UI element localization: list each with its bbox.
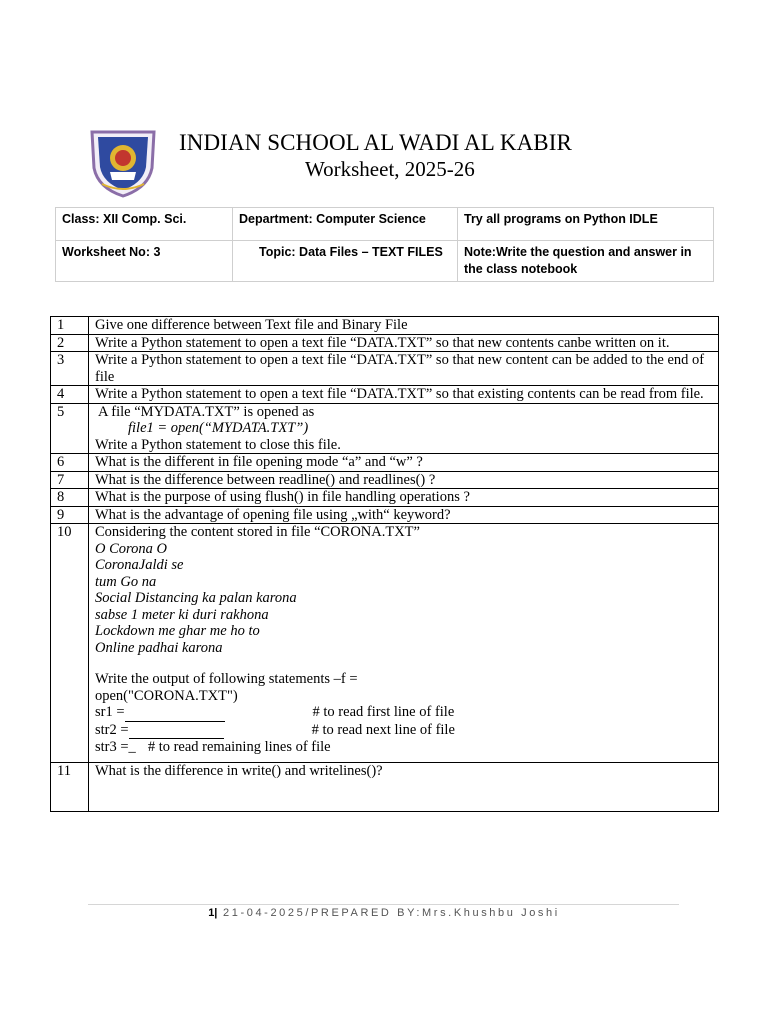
- question-number: 5: [51, 403, 89, 454]
- info-row: [56, 241, 714, 282]
- question-line: Write a Python statement to close this file.: [95, 436, 341, 453]
- question-text: What is the purpose of using flush() in file handling operations ?: [89, 489, 719, 507]
- question-row: [51, 762, 719, 811]
- poem-line: sabse 1 meter ki duri rakhona: [95, 606, 269, 623]
- poem-line: O Corona O: [95, 540, 167, 557]
- statement-line: [95, 722, 712, 740]
- statement-line: [95, 739, 712, 756]
- question-row: [51, 352, 719, 386]
- footer-divider: [88, 904, 679, 905]
- questions-table: [50, 316, 719, 812]
- page-number: 1|: [208, 907, 218, 919]
- poem-line: tum Go na: [95, 573, 157, 590]
- poem-line: Social Distancing ka palan karona: [95, 590, 297, 606]
- code-line: file1 = open(“MYDATA.TXT”): [128, 420, 309, 436]
- info-row: [56, 208, 714, 241]
- question-row: [51, 454, 719, 472]
- worksheet-no-cell: Worksheet No: 3: [56, 241, 233, 282]
- question-number: 1: [51, 317, 89, 335]
- department-cell: Department: Computer Science: [233, 208, 458, 241]
- poem-line: CoronaJaldi se: [95, 557, 184, 573]
- question-number: 8: [51, 489, 89, 507]
- instruction-cell: Try all programs on Python IDLE: [458, 208, 714, 241]
- school-name: INDIAN SCHOOL AL WADI AL KABIR: [179, 130, 572, 155]
- question-instruction: Write the output of following statements –f = open("CORONA.TXT"): [95, 671, 358, 704]
- question-row: [51, 403, 719, 454]
- question-row: [51, 471, 719, 489]
- question-text: Write a Python statement to open a text file “DATA.TXT” so that existing contents can be read from file.: [89, 386, 719, 404]
- question-number: 7: [51, 471, 89, 489]
- question-text: Give one difference between Text file and Binary File: [89, 317, 719, 335]
- poem-line: Online padhai karona: [95, 639, 223, 656]
- question-text: Write a Python statement to open a text file “DATA.TXT” so that new contents canbe written on it.: [89, 334, 719, 352]
- question-intro: Considering the content stored in file “CORONA.TXT”: [95, 524, 420, 540]
- question-number: 2: [51, 334, 89, 352]
- question-row: [51, 317, 719, 335]
- header: [88, 126, 688, 202]
- question-row: [51, 334, 719, 352]
- worksheet-title: Worksheet, 2025-26: [305, 157, 475, 181]
- answer-blank: [129, 722, 224, 740]
- question-row: [51, 489, 719, 507]
- question-row: [51, 386, 719, 404]
- topic-cell: Topic: Data Files – TEXT FILES: [233, 241, 458, 282]
- statement-comment: # to read next line of file: [311, 721, 455, 738]
- statement-line: [95, 704, 712, 722]
- question-text: What is the difference in write() and writelines()?: [89, 762, 719, 811]
- statement-code: str3 =_: [95, 739, 136, 755]
- question-number: 4: [51, 386, 89, 404]
- question-number: 3: [51, 352, 89, 386]
- footer-text: 21-04-2025/PREPARED BY:Mrs.Khushbu Joshi: [223, 907, 560, 919]
- question-text: What is the advantage of opening file using „with“ keyword?: [89, 506, 719, 524]
- statement-comment: # to read first line of file: [312, 704, 455, 720]
- school-logo: [88, 128, 158, 198]
- question-text: What is the difference between readline() and readlines() ?: [89, 471, 719, 489]
- question-number: 10: [51, 524, 89, 763]
- question-text: Write a Python statement to open a text file “DATA.TXT” so that new content can be added to the end of file: [89, 352, 719, 386]
- info-table: [55, 207, 714, 282]
- class-cell: Class: XII Comp. Sci.: [56, 208, 233, 241]
- statement-code: str2 =: [95, 721, 129, 738]
- question-line: A file “MYDATA.TXT” is opened as: [98, 403, 315, 420]
- question-text: [89, 403, 719, 454]
- question-text: What is the different in file opening mode “a” and “w” ?: [89, 454, 719, 472]
- question-row: [51, 524, 719, 763]
- statement-comment: # to read remaining lines of file: [147, 739, 331, 755]
- note-cell: Note:Write the question and answer in the class notebook: [458, 241, 714, 282]
- question-number: 11: [51, 762, 89, 811]
- statement-code: sr1 =: [95, 704, 125, 720]
- question-number: 9: [51, 506, 89, 524]
- question-row: [51, 506, 719, 524]
- answer-blank: [125, 704, 225, 722]
- question-number: 6: [51, 454, 89, 472]
- question-text: [89, 524, 719, 763]
- poem-line: Lockdown me ghar me ho to: [95, 623, 260, 639]
- footer: [0, 907, 768, 919]
